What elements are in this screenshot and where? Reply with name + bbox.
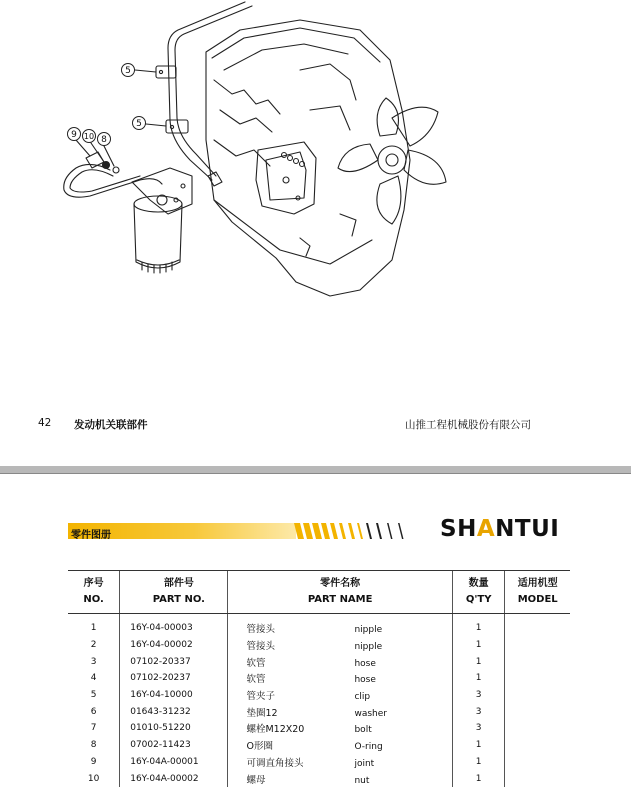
- part-name-en: nipple: [354, 642, 383, 653]
- nut: [103, 162, 110, 169]
- cell-qty: 1: [452, 670, 505, 687]
- banner-label: 零件图册: [71, 530, 111, 541]
- table-row: [68, 687, 570, 704]
- table-header-row: [68, 571, 570, 614]
- table-row: [68, 737, 570, 754]
- part-name-cn: 管夹子: [246, 691, 275, 703]
- cell-part-no: 07002-11423: [120, 737, 228, 754]
- cell-part-no: 07102-20237: [120, 670, 228, 687]
- callout-label: 5: [125, 66, 131, 76]
- cell-qty: 3: [452, 703, 505, 720]
- catalog-banner: [68, 521, 408, 541]
- page-divider: [0, 466, 631, 474]
- cell-qty: 1: [452, 637, 505, 654]
- cell-part-name: [228, 770, 452, 787]
- table-row: [68, 614, 570, 637]
- callout-label: 9: [71, 130, 77, 140]
- cell-part-no: 16Y-04-00003: [120, 614, 228, 637]
- cell-part-name: [228, 720, 452, 737]
- cell-part-no: 01643-31232: [120, 703, 228, 720]
- part-name-cn: 螺母: [246, 774, 266, 786]
- col-no: 序号 NO.: [68, 571, 120, 614]
- cell-part-name: [228, 637, 452, 654]
- callout-label: 10: [83, 132, 95, 141]
- part-name-en: washer: [354, 708, 387, 719]
- callout-label: 5: [136, 119, 142, 129]
- cell-model: [505, 720, 570, 737]
- cell-model: [505, 703, 570, 720]
- table-row: [68, 637, 570, 654]
- cell-no: 5: [90, 690, 97, 701]
- callout-10: [83, 130, 96, 143]
- cell-part-no: 16Y-04-00002: [120, 637, 228, 654]
- cell-part-no: 16Y-04A-00002: [120, 770, 228, 787]
- cell-part-name: [228, 737, 452, 754]
- cell-part-no: 01010-51220: [120, 720, 228, 737]
- col-part-no: 部件号 PART NO.: [120, 571, 228, 614]
- col-qty: 数量 Q'TY: [452, 571, 505, 614]
- table-row: [68, 770, 570, 787]
- callout-5-lower: [133, 117, 146, 130]
- part-name-en: bolt: [354, 725, 372, 736]
- cell-no: 6: [90, 706, 97, 717]
- part-name-en: joint: [354, 758, 375, 769]
- cell-qty: 3: [452, 720, 505, 737]
- table-row: [68, 670, 570, 687]
- part-name-cn: 螺栓M12X20: [246, 724, 305, 736]
- parts-table: [68, 570, 570, 787]
- cell-part-name: [228, 653, 452, 670]
- part-name-en: hose: [354, 658, 376, 669]
- cell-model: [505, 614, 570, 637]
- cell-qty: 1: [452, 653, 505, 670]
- callout-9: [68, 128, 81, 141]
- cell-model: [505, 670, 570, 687]
- cell-part-no: 16Y-04-10000: [120, 687, 228, 704]
- cell-model: [505, 687, 570, 704]
- cell-no: 8: [90, 740, 97, 751]
- part-name-cn: 软管: [246, 674, 266, 686]
- fan: [338, 98, 446, 224]
- part-name-en: nipple: [354, 625, 383, 636]
- cell-no: 4: [90, 673, 97, 684]
- page-number: 42: [38, 417, 52, 429]
- cell-qty: 1: [452, 754, 505, 771]
- cell-part-name: [228, 754, 452, 771]
- col-model: 适用机型 MODEL: [505, 571, 570, 614]
- part-name-en: clip: [354, 692, 371, 703]
- cell-no: 7: [90, 723, 97, 734]
- cell-model: [505, 770, 570, 787]
- clip-upper: [156, 66, 176, 78]
- cell-part-name: [228, 670, 452, 687]
- cell-part-name: [228, 703, 452, 720]
- part-name-cn: 软管: [246, 657, 266, 669]
- cell-no: 10: [87, 773, 100, 784]
- cell-model: [505, 754, 570, 771]
- callout-label: 8: [101, 135, 107, 145]
- table-row: [68, 703, 570, 720]
- cell-model: [505, 653, 570, 670]
- cell-part-name: [228, 614, 452, 637]
- banner-stripes: [294, 521, 410, 541]
- cell-model: [505, 737, 570, 754]
- cell-part-no: 16Y-04A-00001: [120, 754, 228, 771]
- cell-qty: 3: [452, 687, 505, 704]
- shantui-logo: SHANTUI: [440, 516, 560, 542]
- part-name-en: O-ring: [354, 742, 383, 753]
- table-row: [68, 720, 570, 737]
- table-row: [68, 653, 570, 670]
- cell-part-no: 07102-20337: [120, 653, 228, 670]
- cell-no: 2: [90, 640, 97, 651]
- part-name-en: hose: [354, 675, 376, 686]
- part-name-cn: 管接头: [246, 624, 275, 636]
- part-name-cn: O形圈: [246, 741, 273, 753]
- cell-no: 1: [90, 623, 97, 634]
- engine-block: [206, 20, 410, 296]
- part-name-cn: 管接头: [246, 641, 275, 653]
- bracket: [132, 168, 192, 214]
- cell-qty: 1: [452, 614, 505, 637]
- company-name: 山推工程机械股份有限公司: [405, 419, 531, 431]
- cell-model: [505, 637, 570, 654]
- part-name-en: nut: [354, 775, 370, 786]
- part-name-cn: 可调直角接头: [246, 757, 304, 769]
- section-title: 发动机关联部件: [74, 419, 148, 431]
- banner-bar: [68, 523, 296, 539]
- table-row: [68, 754, 570, 771]
- cell-part-name: [228, 687, 452, 704]
- callout-8: [98, 133, 111, 146]
- part-name-cn: 垫圈12: [246, 707, 278, 719]
- cell-qty: 1: [452, 770, 505, 787]
- callout-5-upper: [122, 64, 135, 77]
- col-part-name: 零件名称 PART NAME: [228, 571, 452, 614]
- o-ring: [113, 167, 119, 173]
- cell-qty: 1: [452, 737, 505, 754]
- cell-no: 3: [90, 656, 97, 667]
- cell-no: 9: [90, 756, 97, 767]
